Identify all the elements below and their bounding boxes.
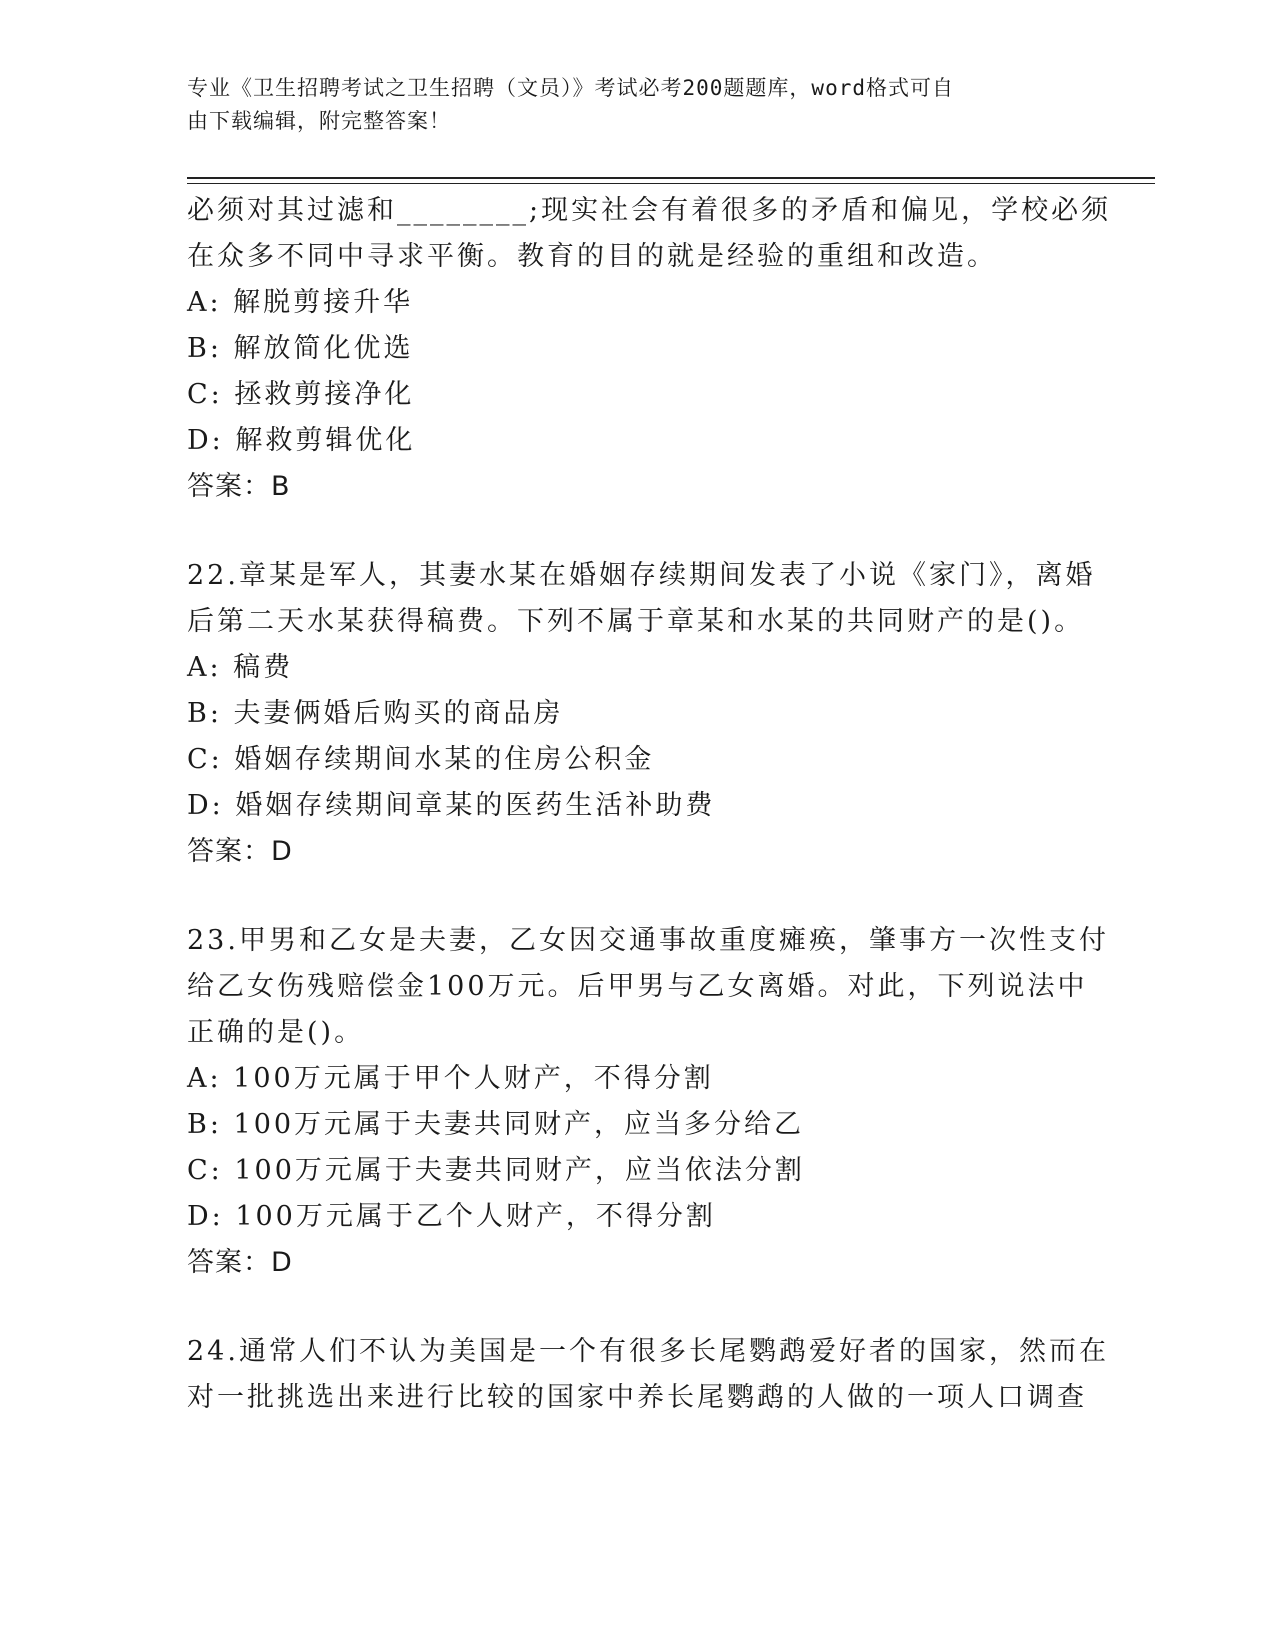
option-b: B: 100万元属于夫妻共同财产，应当多分给乙: [187, 1109, 805, 1140]
question-24: [187, 1329, 1109, 1421]
question-stem-line: 正确的是()。: [187, 1017, 365, 1048]
question-23: [187, 918, 1109, 1286]
header-line-2: 由下载编辑，附完整答案！: [187, 109, 451, 133]
document-body: [187, 188, 1112, 1421]
question-stem-line: 给乙女伤残赔偿金100万元。后甲男与乙女离婚。对此，下列说法中: [187, 971, 1088, 1002]
option-c: C: 100万元属于夫妻共同财产，应当依法分割: [187, 1155, 805, 1186]
option-d: D: 解救剪辑优化: [187, 425, 416, 456]
header-divider-thin: [187, 183, 1155, 184]
answer-line: 答案：D: [187, 836, 293, 867]
option-c: C: 婚姻存续期间水某的住房公积金: [187, 744, 655, 775]
option-a: A: 稿费: [187, 652, 294, 683]
header-line-1: 专业《卫生招聘考试之卫生招聘（文员）》考试必考200题题库，word格式可自: [187, 76, 954, 100]
header-divider-thick: [187, 177, 1155, 179]
question-stem-line: 在众多不同中寻求平衡。教育的目的就是经验的重组和改造。: [187, 241, 997, 272]
question-stem-line: 后第二天水某获得稿费。下列不属于章某和水某的共同财产的是()。: [187, 606, 1085, 637]
answer-line: 答案：D: [187, 1247, 293, 1278]
question-stem-line: 对一批挑选出来进行比较的国家中养长尾鹦鹉的人做的一项人口调查: [187, 1382, 1087, 1413]
answer-line: 答案：B: [187, 471, 291, 502]
option-d: D: 婚姻存续期间章某的医药生活补助费: [187, 790, 716, 821]
question-22: [187, 553, 1096, 875]
question-stem-line: 23.甲男和乙女是夫妻，乙女因交通事故重度瘫痪，肇事方一次性支付: [187, 925, 1109, 956]
question-21: [187, 188, 1112, 510]
option-a: A: 解脱剪接升华: [187, 287, 414, 318]
option-d: D: 100万元属于乙个人财产，不得分割: [187, 1201, 716, 1232]
option-c: C: 拯救剪接净化: [187, 379, 415, 410]
document-header: [187, 72, 1067, 138]
question-stem-line: 24.通常人们不认为美国是一个有很多长尾鹦鹉爱好者的国家，然而在: [187, 1336, 1109, 1367]
option-a: A: 100万元属于甲个人财产，不得分割: [187, 1063, 714, 1094]
question-stem-line: 必须对其过滤和________;现实社会有着很多的矛盾和偏见，学校必须: [187, 195, 1112, 226]
option-b: B: 解放简化优选: [187, 333, 414, 364]
option-b: B: 夫妻俩婚后购买的商品房: [187, 698, 564, 729]
question-stem-line: 22.章某是军人，其妻水某在婚姻存续期间发表了小说《家门》，离婚: [187, 560, 1096, 591]
